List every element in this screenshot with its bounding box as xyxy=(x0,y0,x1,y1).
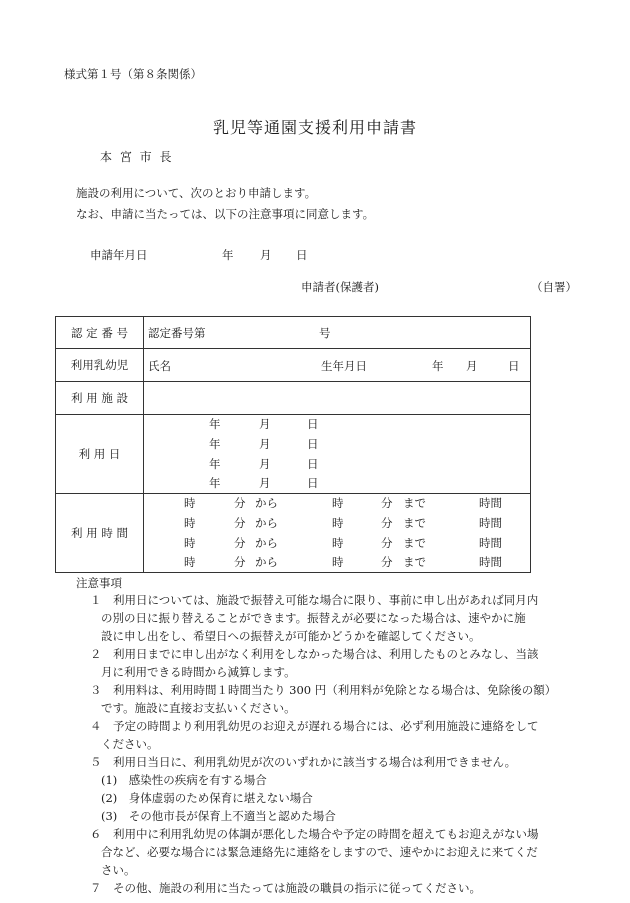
birth-year-unit: 年 xyxy=(432,359,444,373)
use-time-label: 利 用 時 間 xyxy=(71,526,128,540)
date-row-4-year: 年 xyxy=(209,476,221,490)
application-day-unit: 日 xyxy=(296,248,308,262)
time-row-3-end-hour: 時 xyxy=(332,536,344,550)
time-row-3-end-min: 分 xyxy=(381,536,393,550)
note-6-line-1: ６ 利用中に利用乳幼児の体調が悪化した場合や予定の時間を超えてもお迎えがない場 xyxy=(90,827,539,841)
application-table xyxy=(55,316,531,573)
time-row-4-from: から xyxy=(255,555,278,569)
intro-line-2: なお、申請に当たっては、以下の注意事項に同意します。 xyxy=(76,207,375,221)
time-row-1-end-min: 分 xyxy=(381,496,393,510)
time-row-3-start-min: 分 xyxy=(234,536,246,550)
time-row-2-end-hour: 時 xyxy=(332,516,344,530)
time-row-4-to: まで xyxy=(403,555,426,569)
time-row-1-start-hour: 時 xyxy=(184,496,196,510)
time-row-3-from: から xyxy=(255,536,278,550)
document-title: 乳児等通園支援利用申請書 xyxy=(212,118,417,137)
cert-prefix: 認定番号第 xyxy=(148,326,206,340)
signature-label: （自署） xyxy=(531,280,577,294)
date-row-4-day: 日 xyxy=(307,476,319,490)
note-3-line-2: です。施設に直接お支払いください。 xyxy=(101,701,296,715)
date-row-2-day: 日 xyxy=(307,437,319,451)
cert-field[interactable] xyxy=(144,317,531,349)
time-row-2-to: まで xyxy=(403,516,426,530)
note-5-item-1: (1) 感染性の疾病を有する場合 xyxy=(101,773,267,787)
note-1-line-1: １ 利用日については、施設で振替え可能な場合に限り、事前に申し出があれば同月内 xyxy=(90,593,539,607)
note-1-line-2: の別の日に振り替えることができます。振替えが必要になった場合は、速やかに施 xyxy=(101,611,526,625)
use-date-field[interactable] xyxy=(144,415,531,494)
note-1-line-3: 設に申し出をし、希望日への振替えが可能かどうかを確認してください。 xyxy=(101,629,481,643)
time-row-3-hours: 時間 xyxy=(479,536,502,550)
time-row-4-end-hour: 時 xyxy=(332,555,344,569)
time-row-2-hours: 時間 xyxy=(479,516,502,530)
intro-line-1: 施設の利用について、次のとおり申請します。 xyxy=(76,186,317,200)
notes-title: 注意事項 xyxy=(76,576,122,590)
note-4-line-2: ください。 xyxy=(101,737,159,751)
cert-label: 認 定 番 号 xyxy=(71,325,128,340)
note-6-line-3: さい。 xyxy=(101,863,136,877)
birth-day-unit: 日 xyxy=(508,359,520,373)
cert-row xyxy=(56,317,531,349)
note-6-line-2: 合など、必要な場合には緊急連絡先に連絡をしますので、速やかにお迎えに来てくだ xyxy=(101,845,538,859)
note-5-item-2: (2) 身体虚弱のため保育に堪えない場合 xyxy=(101,791,313,805)
note-3-line-1: ３ 利用料は、利用時間１時間当たり 300 円（利用料が免除となる場合は、免除後の額） xyxy=(90,683,557,697)
time-row-1-from: から xyxy=(255,496,278,510)
date-row-1-year: 年 xyxy=(209,417,221,431)
time-row-4-hours: 時間 xyxy=(479,555,502,569)
form-number: 様式第１号（第８条関係） xyxy=(64,67,202,81)
date-row-3-day: 日 xyxy=(307,457,319,471)
time-row-1-hours: 時間 xyxy=(479,496,502,510)
use-date-label: 利 用 日 xyxy=(78,447,121,461)
child-label: 利用乳幼児 xyxy=(70,358,129,372)
child-field[interactable] xyxy=(144,349,531,382)
date-row-2-month: 月 xyxy=(259,437,271,451)
time-row-4-start-hour: 時 xyxy=(184,555,196,569)
time-row-3-to: まで xyxy=(403,536,426,550)
date-row-3-year: 年 xyxy=(209,457,221,471)
time-row-1-to: まで xyxy=(403,496,426,510)
note-7-line-1: ７ その他、施設の利用に当たっては施設の職員の指示に従ってください。 xyxy=(90,881,481,895)
use-time-row xyxy=(56,494,531,573)
application-year-unit: 年 xyxy=(222,248,234,262)
birth-date-label: 生年月日 xyxy=(321,359,367,373)
time-row-3-start-hour: 時 xyxy=(184,536,196,550)
use-date-row xyxy=(56,415,531,494)
facility-row xyxy=(56,382,531,415)
date-row-4-month: 月 xyxy=(259,476,271,490)
application-date-label: 申請年月日 xyxy=(90,248,148,262)
time-row-1-end-hour: 時 xyxy=(332,496,344,510)
time-row-4-start-min: 分 xyxy=(234,555,246,569)
date-row-1-month: 月 xyxy=(259,417,271,431)
use-time-field[interactable] xyxy=(144,494,531,573)
time-row-2-start-hour: 時 xyxy=(184,516,196,530)
time-row-2-from: から xyxy=(255,516,278,530)
date-row-2-year: 年 xyxy=(209,437,221,451)
addressee: 本 宮 市 長 xyxy=(100,150,174,164)
note-4-line-1: ４ 予定の時間より利用乳幼児のお迎えが遅れる場合には、必ず利用施設に連絡をして xyxy=(90,719,539,733)
note-2-line-2: 月に利用できる時間から減算します。 xyxy=(101,665,296,679)
child-name-label: 氏名 xyxy=(148,359,171,373)
facility-label: 利 用 施 設 xyxy=(71,391,128,405)
time-row-1-start-min: 分 xyxy=(234,496,246,510)
application-month-unit: 月 xyxy=(260,248,272,262)
applicant-label: 申請者(保護者) xyxy=(301,280,379,294)
time-row-2-start-min: 分 xyxy=(234,516,246,530)
date-row-3-month: 月 xyxy=(259,457,271,471)
note-5-item-3: (3) その他市長が保育上不適当と認めた場合 xyxy=(101,809,336,823)
child-row xyxy=(56,349,531,382)
birth-month-unit: 月 xyxy=(466,359,478,373)
note-5-line-1: ５ 利用日当日に、利用乳幼児が次のいずれかに該当する場合は利用できません。 xyxy=(90,755,517,769)
facility-field[interactable] xyxy=(144,382,531,415)
date-row-1-day: 日 xyxy=(307,417,319,431)
note-2-line-1: ２ 利用日までに申し出がなく利用をしなかった場合は、利用したものとみなし、当該 xyxy=(90,647,539,661)
time-row-4-end-min: 分 xyxy=(381,555,393,569)
time-row-2-end-min: 分 xyxy=(381,516,393,530)
cert-suffix: 号 xyxy=(319,326,331,340)
